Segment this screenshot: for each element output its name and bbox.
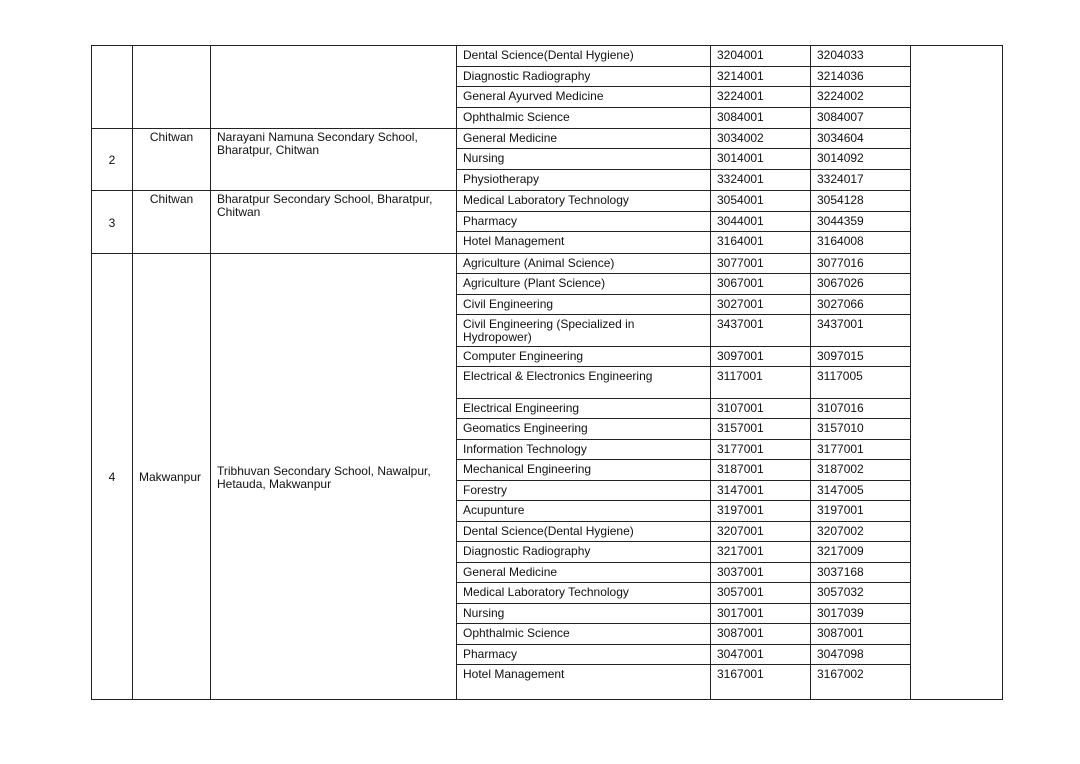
symbol-to-cell: 3147005 — [811, 481, 911, 501]
program-cell: Diagnostic Radiography — [457, 542, 711, 563]
symbol-to-cell: 3167002 — [811, 665, 911, 700]
symbol-from-cell: 3224001 — [711, 87, 811, 108]
allocation-table — [91, 45, 1003, 700]
program-cell: Agriculture (Plant Science) — [457, 274, 711, 295]
program-cell: Forestry — [457, 481, 711, 501]
symbol-from-cell: 3037001 — [711, 563, 811, 583]
program-cell: Computer Engineering — [457, 347, 711, 367]
symbol-from-cell: 3014001 — [711, 149, 811, 170]
symbol-to-cell: 3084007 — [811, 108, 911, 129]
symbol-from-cell: 3157001 — [711, 419, 811, 440]
remarks-cell — [911, 46, 1003, 700]
district-cell: Makwanpur — [133, 254, 211, 700]
symbol-from-cell: 3077001 — [711, 254, 811, 274]
symbol-to-cell: 3224002 — [811, 87, 911, 108]
program-cell: Hotel Management — [457, 665, 711, 700]
serial-number-cell: 4 — [92, 254, 133, 700]
symbol-from-cell: 3054001 — [711, 191, 811, 212]
symbol-to-cell: 3107016 — [811, 399, 911, 419]
program-cell: Civil Engineering (Specialized in Hydropower) — [457, 315, 711, 347]
symbol-from-cell: 3084001 — [711, 108, 811, 129]
program-cell: Mechanical Engineering — [457, 460, 711, 481]
symbol-to-cell: 3097015 — [811, 347, 911, 367]
symbol-to-cell: 3437001 — [811, 315, 911, 347]
symbol-to-cell: 3054128 — [811, 191, 911, 212]
symbol-from-cell: 3044001 — [711, 212, 811, 232]
symbol-to-cell: 3017039 — [811, 604, 911, 624]
symbol-from-cell: 3107001 — [711, 399, 811, 419]
program-cell: Agriculture (Animal Science) — [457, 254, 711, 274]
symbol-from-cell: 3164001 — [711, 232, 811, 254]
symbol-from-cell: 3197001 — [711, 501, 811, 522]
symbol-to-cell: 3077016 — [811, 254, 911, 274]
symbol-from-cell: 3087001 — [711, 624, 811, 645]
program-cell: Diagnostic Radiography — [457, 67, 711, 87]
program-cell: Nursing — [457, 604, 711, 624]
program-cell: Acupunture — [457, 501, 711, 522]
program-cell: Electrical & Electronics Engineering — [457, 367, 711, 399]
serial-number-cell: 2 — [92, 129, 133, 191]
symbol-to-cell: 3037168 — [811, 563, 911, 583]
symbol-from-cell: 3324001 — [711, 170, 811, 191]
program-cell: General Ayurved Medicine — [457, 87, 711, 108]
program-cell: Dental Science(Dental Hygiene) — [457, 46, 711, 67]
serial-number-cell — [92, 46, 133, 129]
symbol-to-cell: 3087001 — [811, 624, 911, 645]
symbol-to-cell: 3157010 — [811, 419, 911, 440]
table-row — [92, 191, 1003, 212]
program-cell: Pharmacy — [457, 212, 711, 232]
symbol-to-cell: 3034604 — [811, 129, 911, 149]
program-cell: Physiotherapy — [457, 170, 711, 191]
symbol-to-cell: 3027066 — [811, 295, 911, 315]
program-cell: Geomatics Engineering — [457, 419, 711, 440]
school-cell: Bharatpur Secondary School, Bharatpur, Chitwan — [211, 191, 457, 254]
program-cell: Information Technology — [457, 440, 711, 460]
symbol-to-cell: 3204033 — [811, 46, 911, 67]
symbol-from-cell: 3097001 — [711, 347, 811, 367]
school-cell: Narayani Namuna Secondary School, Bharatpur, Chitwan — [211, 129, 457, 191]
symbol-from-cell: 3034002 — [711, 129, 811, 149]
school-cell: Tribhuvan Secondary School, Nawalpur, Hetauda, Makwanpur — [211, 254, 457, 700]
symbol-from-cell: 3217001 — [711, 542, 811, 563]
district-cell: Chitwan — [133, 129, 211, 191]
symbol-to-cell: 3207002 — [811, 522, 911, 542]
symbol-from-cell: 3437001 — [711, 315, 811, 347]
symbol-to-cell: 3067026 — [811, 274, 911, 295]
symbol-from-cell: 3067001 — [711, 274, 811, 295]
symbol-to-cell: 3214036 — [811, 67, 911, 87]
district-cell: Chitwan — [133, 191, 211, 254]
school-cell — [211, 46, 457, 129]
symbol-from-cell: 3027001 — [711, 295, 811, 315]
table-row — [92, 129, 1003, 149]
symbol-to-cell: 3117005 — [811, 367, 911, 399]
symbol-from-cell: 3057001 — [711, 583, 811, 604]
program-cell: General Medicine — [457, 129, 711, 149]
symbol-to-cell: 3217009 — [811, 542, 911, 563]
symbol-to-cell: 3324017 — [811, 170, 911, 191]
symbol-to-cell: 3014092 — [811, 149, 911, 170]
symbol-from-cell: 3187001 — [711, 460, 811, 481]
program-cell: Dental Science(Dental Hygiene) — [457, 522, 711, 542]
program-cell: General Medicine — [457, 563, 711, 583]
symbol-from-cell: 3017001 — [711, 604, 811, 624]
symbol-from-cell: 3214001 — [711, 67, 811, 87]
program-cell: Medical Laboratory Technology — [457, 583, 711, 604]
district-cell — [133, 46, 211, 129]
symbol-to-cell: 3047098 — [811, 645, 911, 665]
symbol-to-cell: 3177001 — [811, 440, 911, 460]
serial-number-cell: 3 — [92, 191, 133, 254]
symbol-to-cell: 3057032 — [811, 583, 911, 604]
program-cell: Hotel Management — [457, 232, 711, 254]
program-cell: Ophthalmic Science — [457, 624, 711, 645]
program-cell: Ophthalmic Science — [457, 108, 711, 129]
program-cell: Medical Laboratory Technology — [457, 191, 711, 212]
symbol-to-cell: 3197001 — [811, 501, 911, 522]
symbol-from-cell: 3204001 — [711, 46, 811, 67]
symbol-from-cell: 3147001 — [711, 481, 811, 501]
program-cell: Pharmacy — [457, 645, 711, 665]
symbol-to-cell: 3044359 — [811, 212, 911, 232]
symbol-from-cell: 3207001 — [711, 522, 811, 542]
table-row — [92, 46, 1003, 67]
program-cell: Nursing — [457, 149, 711, 170]
symbol-from-cell: 3047001 — [711, 645, 811, 665]
symbol-from-cell: 3177001 — [711, 440, 811, 460]
symbol-to-cell: 3164008 — [811, 232, 911, 254]
program-cell: Civil Engineering — [457, 295, 711, 315]
symbol-to-cell: 3187002 — [811, 460, 911, 481]
symbol-from-cell: 3167001 — [711, 665, 811, 700]
symbol-from-cell: 3117001 — [711, 367, 811, 399]
program-cell: Electrical Engineering — [457, 399, 711, 419]
table-row — [92, 254, 1003, 274]
